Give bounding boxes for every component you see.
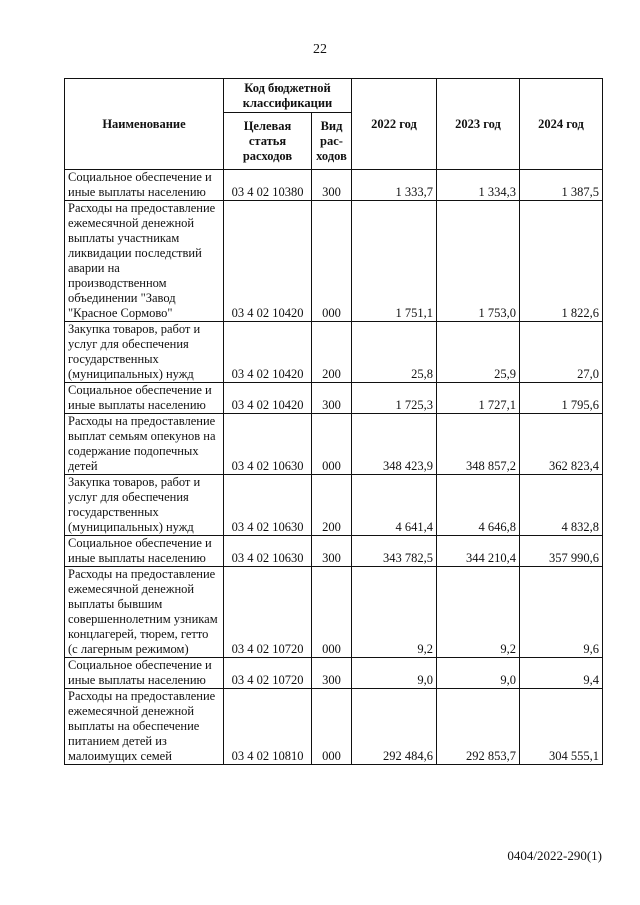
header-code-group: Код бюджетной классификации bbox=[224, 79, 352, 113]
row-2024: 357 990,6 bbox=[520, 536, 603, 567]
row-name: Социальное обеспечение и иные выплаты населению bbox=[65, 170, 224, 201]
row-name: Социальное обеспечение и иные выплаты населению bbox=[65, 536, 224, 567]
table-row bbox=[65, 536, 603, 567]
row-2023: 1 334,3 bbox=[437, 170, 520, 201]
row-kind: 300 bbox=[312, 383, 352, 414]
header-name: Наименование bbox=[65, 79, 224, 170]
row-kind: 000 bbox=[312, 689, 352, 765]
row-name: Расходы на предоставление выплат семьям опекунов на содержание подопечных детей bbox=[65, 414, 224, 475]
table-row bbox=[65, 475, 603, 536]
row-2023: 9,0 bbox=[437, 658, 520, 689]
header-target-article: Целевая статья расходов bbox=[224, 113, 312, 170]
row-name: Закупка товаров, работ и услуг для обеспечения государственных (муниципальных) нужд bbox=[65, 475, 224, 536]
header-2024: 2024 год bbox=[520, 79, 603, 170]
row-2023: 292 853,7 bbox=[437, 689, 520, 765]
table-row bbox=[65, 201, 603, 322]
row-code: 03 4 02 10720 bbox=[224, 567, 312, 658]
row-2022: 25,8 bbox=[352, 322, 437, 383]
row-name: Социальное обеспечение и иные выплаты населению bbox=[65, 658, 224, 689]
row-kind: 300 bbox=[312, 658, 352, 689]
row-2022: 1 751,1 bbox=[352, 201, 437, 322]
row-2024: 4 832,8 bbox=[520, 475, 603, 536]
row-name: Закупка товаров, работ и услуг для обеспечения государственных (муниципальных) нужд bbox=[65, 322, 224, 383]
row-kind: 000 bbox=[312, 567, 352, 658]
row-kind: 300 bbox=[312, 536, 352, 567]
row-code: 03 4 02 10420 bbox=[224, 383, 312, 414]
row-2022: 348 423,9 bbox=[352, 414, 437, 475]
row-2024: 1 822,6 bbox=[520, 201, 603, 322]
table-row bbox=[65, 322, 603, 383]
row-kind: 300 bbox=[312, 170, 352, 201]
table-row bbox=[65, 383, 603, 414]
row-2022: 9,0 bbox=[352, 658, 437, 689]
row-code: 03 4 02 10630 bbox=[224, 536, 312, 567]
row-2022: 292 484,6 bbox=[352, 689, 437, 765]
row-code: 03 4 02 10420 bbox=[224, 201, 312, 322]
row-2024: 1 387,5 bbox=[520, 170, 603, 201]
table-row bbox=[65, 567, 603, 658]
row-name: Расходы на предоставление ежемесячной денежной выплаты участникам ликвидации последствий аварии на производственном объединении "Завод "Красное Сормово" bbox=[65, 201, 224, 322]
row-code: 03 4 02 10420 bbox=[224, 322, 312, 383]
row-2023: 1 727,1 bbox=[437, 383, 520, 414]
row-kind: 000 bbox=[312, 201, 352, 322]
row-2024: 27,0 bbox=[520, 322, 603, 383]
row-name: Расходы на предоставление ежемесячной денежной выплаты на обеспечение питанием детей из малоимущих семей bbox=[65, 689, 224, 765]
row-code: 03 4 02 10630 bbox=[224, 475, 312, 536]
row-2022: 1 725,3 bbox=[352, 383, 437, 414]
table-row bbox=[65, 689, 603, 765]
row-2022: 343 782,5 bbox=[352, 536, 437, 567]
table-row bbox=[65, 170, 603, 201]
page-number: 22 bbox=[313, 42, 327, 57]
row-2023: 344 210,4 bbox=[437, 536, 520, 567]
row-2024: 9,6 bbox=[520, 567, 603, 658]
table-row bbox=[65, 414, 603, 475]
row-kind: 200 bbox=[312, 475, 352, 536]
row-2023: 348 857,2 bbox=[437, 414, 520, 475]
row-kind: 200 bbox=[312, 322, 352, 383]
document-id: 0404/2022-290(1) bbox=[507, 848, 602, 863]
header-2022: 2022 год bbox=[352, 79, 437, 170]
row-2024: 362 823,4 bbox=[520, 414, 603, 475]
row-name: Социальное обеспечение и иные выплаты населению bbox=[65, 383, 224, 414]
row-code: 03 4 02 10630 bbox=[224, 414, 312, 475]
table-row bbox=[65, 658, 603, 689]
row-code: 03 4 02 10720 bbox=[224, 658, 312, 689]
row-2023: 25,9 bbox=[437, 322, 520, 383]
row-2023: 1 753,0 bbox=[437, 201, 520, 322]
row-2024: 1 795,6 bbox=[520, 383, 603, 414]
row-name: Расходы на предоставление ежемесячной денежной выплаты бывшим совершеннолетним узникам концлагерей, тюрем, гетто (с лагерным режимом) bbox=[65, 567, 224, 658]
budget-table bbox=[64, 78, 603, 765]
row-2023: 9,2 bbox=[437, 567, 520, 658]
row-2022: 9,2 bbox=[352, 567, 437, 658]
row-2024: 9,4 bbox=[520, 658, 603, 689]
row-2022: 1 333,7 bbox=[352, 170, 437, 201]
row-code: 03 4 02 10810 bbox=[224, 689, 312, 765]
row-kind: 000 bbox=[312, 414, 352, 475]
row-2022: 4 641,4 bbox=[352, 475, 437, 536]
row-2024: 304 555,1 bbox=[520, 689, 603, 765]
header-2023: 2023 год bbox=[437, 79, 520, 170]
header-expense-type: Вид рас- ходов bbox=[312, 113, 352, 170]
row-code: 03 4 02 10380 bbox=[224, 170, 312, 201]
row-2023: 4 646,8 bbox=[437, 475, 520, 536]
